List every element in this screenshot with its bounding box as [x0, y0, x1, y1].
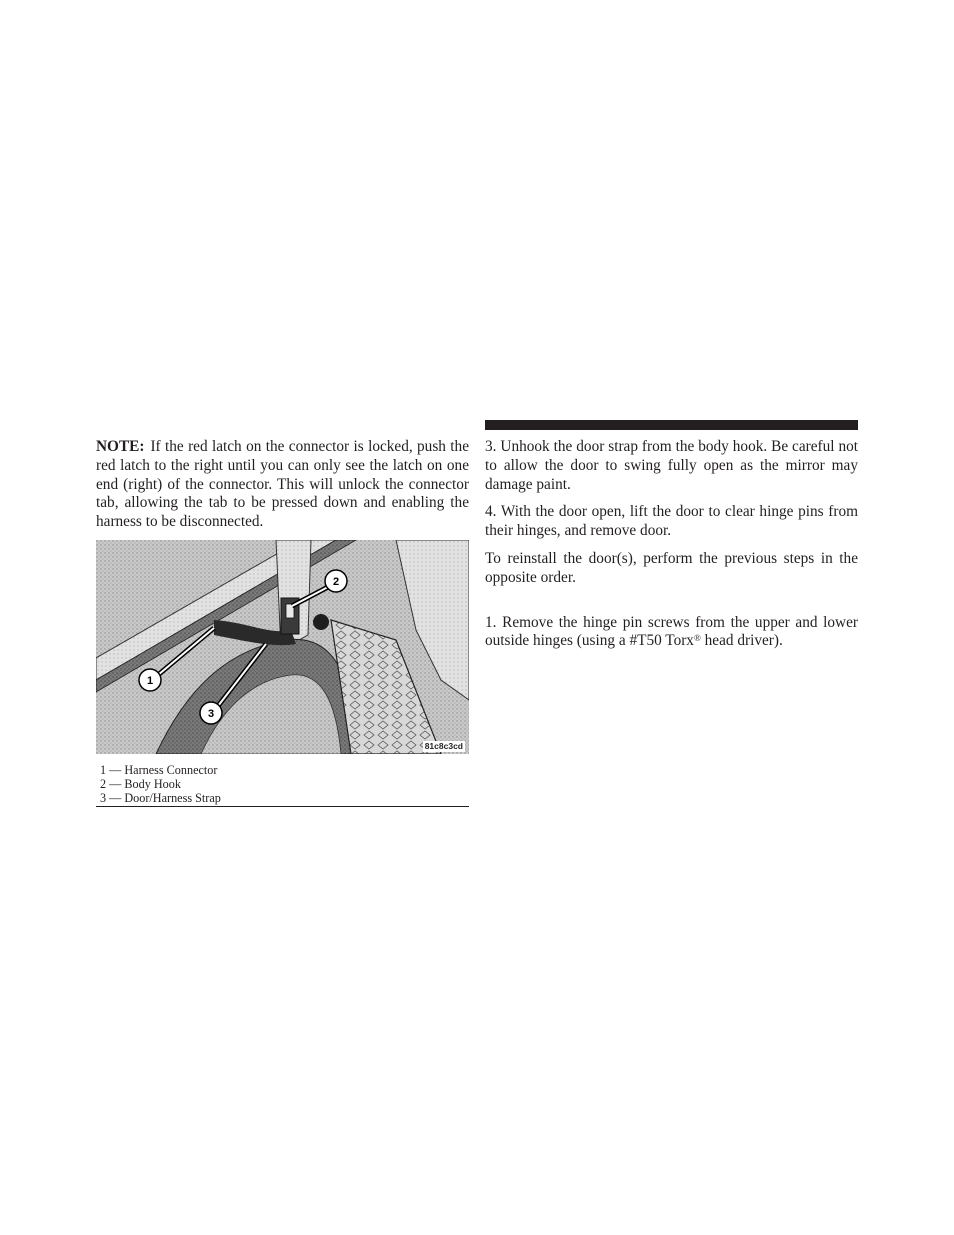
figure-id: 81c8c3cd — [424, 740, 463, 751]
callout-2 — [325, 570, 347, 592]
hinge-step-1-paragraph — [485, 614, 858, 652]
step-4-paragraph: 4. With the door open, lift the door to clear hinge pins from their hinges, and remove door. — [485, 503, 858, 540]
callout-2-number: 2 — [332, 575, 340, 588]
harness-connector-figure — [96, 540, 469, 754]
callout-1-number: 1 — [146, 674, 154, 687]
caption-door-harness-strap: 3 — Door/Harness Strap — [100, 790, 221, 805]
caption-harness-connector: 1 — Harness Connector — [100, 762, 218, 777]
hinge-step-1-suffix: head driver). — [700, 632, 783, 650]
callout-1 — [139, 669, 161, 691]
registered-mark: ® — [693, 633, 701, 644]
note-paragraph — [96, 438, 469, 532]
caption-body-hook: 2 — Body Hook — [100, 776, 181, 791]
step-3-paragraph: 3. Unhook the door strap from the body hook. Be careful not to allow the door to swing fully open as the mirror may damage paint. — [485, 438, 858, 493]
note-text: If the red latch on the connector is locked, push the red latch to the right until you can only see the latch on one end (right) of the connector. This will unlock the connector tab, allowing the tab to be pressed down and enabling the harness to be disconnected. — [96, 438, 469, 531]
callout-3-number: 3 — [207, 707, 215, 720]
right-column — [485, 438, 858, 660]
callout-3 — [200, 702, 222, 724]
spacer — [485, 597, 858, 614]
note-label: NOTE: — [96, 438, 145, 455]
reinstall-paragraph: To reinstall the door(s), perform the previous steps in the opposite order. — [485, 549, 858, 586]
figure-illustration — [96, 540, 469, 754]
figure-captions — [96, 763, 469, 807]
section-header-bar — [485, 420, 858, 430]
left-column — [96, 438, 469, 807]
hinge-step-1-text: 1. Remove the hinge pin screws from the upper and lower outside hinges (using a #T50 Torx — [485, 613, 858, 650]
